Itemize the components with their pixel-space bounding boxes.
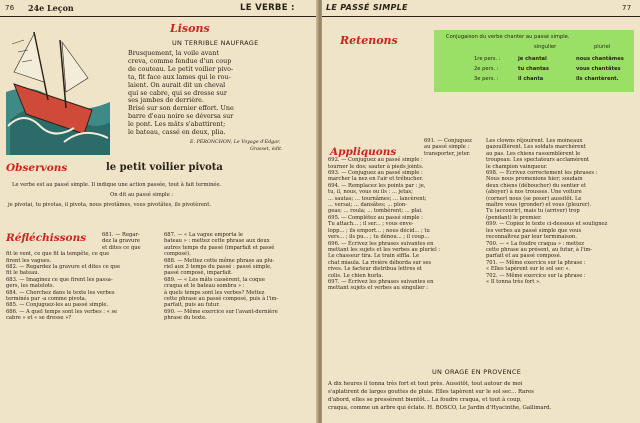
- story-line: Brisé sur son dernier effort. Une: [128, 104, 234, 113]
- story-source-publisher: Grasset, édit.: [250, 147, 283, 152]
- exercise-line: parfait, puis au futur.: [164, 302, 220, 309]
- exercise-line: 695. — Complétez au passé simple :: [328, 214, 423, 221]
- header-title-right: LE PASSÉ SIMPLE: [326, 3, 408, 12]
- lesson-label: 24e Leçon: [28, 3, 74, 13]
- exercise-line: 702. — Même exercice sur la phrase :: [486, 272, 586, 279]
- conj-person-1: 1re pers. :: [474, 56, 501, 62]
- exercise-line: le champion vainqueur.: [486, 163, 548, 170]
- exercise-line: mettant sujets et verbes au singulier :: [328, 285, 429, 292]
- story-line: de couteau. Le petit voilier pivo-: [128, 64, 234, 73]
- exercise-line: 699. — Copiez le texte ci-dessous et soulignez: [486, 221, 608, 228]
- exercise-line: 682. — Regardez la gravure et dites ce que: [6, 264, 121, 271]
- exercise-line: 701. — Même exercice sur la phrase :: [486, 259, 586, 266]
- story-line: creva, comme fendue d'un coup: [128, 56, 232, 65]
- observe-text-2: On dit au passé simple :: [110, 192, 174, 198]
- conj-plur-1: nous chantâmes: [576, 56, 624, 62]
- exercise-line: bateau » : mettez cette phrase aux deux: [164, 238, 270, 245]
- conj-plur-2: vous chantâtes: [576, 66, 621, 72]
- exercise-line: 692. — Conjuguez au passé simple :: [328, 157, 423, 164]
- left-page: [0, 0, 318, 423]
- prose-text: [328, 380, 634, 412]
- conj-person-3: 3e pers. :: [474, 76, 499, 82]
- exercise-line: 697. — Écrivez les phrases suivantes en: [328, 278, 434, 285]
- reflechissons-heading: Réfléchissons: [6, 232, 87, 244]
- exercise-line: tourner le dos; sauter à pieds joints.: [328, 163, 424, 170]
- exercise-line: 690. — Même exercice sur l'avant-dernière: [164, 308, 278, 315]
- conj-person-2: 2e pers. :: [474, 66, 499, 72]
- appliquons-heading: Appliquons: [330, 146, 397, 158]
- exercise-line: 700. — « La foudre craqua » : mettez: [486, 240, 585, 247]
- story-line: laient. On aurait dit un cheval: [128, 80, 226, 89]
- story-text: [128, 50, 314, 137]
- observons-heading: Observons: [6, 162, 68, 174]
- header-rule: [0, 16, 318, 17]
- exercise-line: maître vous (gronder) et vous (pleurer).: [486, 202, 592, 209]
- exercise-line: autres temps du passé (imparfait et passé: [164, 244, 275, 251]
- story-title: UN TERRIBLE NAUFRAGE: [172, 39, 259, 47]
- exercise-line: « Il tonna très fort ».: [486, 278, 541, 285]
- exercise-line: 696. — Écrivez les phrases suivantes en: [328, 240, 434, 247]
- exercise-line: composé).: [164, 251, 191, 258]
- exercise-line: 693. — Conjuguez au passé simple :: [328, 170, 423, 177]
- exercise-line: gazouillèrent. Les soldats marchèrent: [486, 144, 586, 151]
- exercise-line: gers, les matelots.: [6, 283, 55, 290]
- exercise-line: et dites ce que: [102, 244, 141, 251]
- exercise-line: reconnaîtrez par leur terminaison.: [486, 234, 577, 241]
- observe-title: le petit voilier pivota: [106, 162, 223, 173]
- exercise-line: colis. Le chien hurla.: [328, 272, 383, 279]
- prose-line: craqua, comme un arbre qui éclate. H. BOSCO, Le Jardin d'Hyacinthe, Gallimard.: [328, 405, 552, 411]
- exercise-line: chat miaula. La rivière déborda sur ses: [328, 259, 432, 266]
- story-line: Brusquement, la voile avant: [128, 49, 219, 57]
- exercise-line: (aboyer) à nos trousses. Une voiture: [486, 189, 582, 196]
- exercise-line: cabre » et « se dresse »?: [6, 315, 72, 322]
- exercise-line: mettant les sujets et les verbes au pluriel :: [328, 246, 441, 253]
- conj-sing-3: il chanta: [518, 76, 544, 82]
- exercise-line: 694. — Remplacez les points par : je,: [328, 182, 426, 189]
- exercise-line: terminés par -a comme pivota.: [6, 296, 87, 303]
- exercise-line: 687. — « La vague emporta le: [164, 232, 243, 238]
- story-source: E. PÉRONCHON, Le Voyage d'Edgar,: [190, 140, 281, 145]
- exercise-line: (pendant) le premier.: [486, 214, 542, 221]
- exercise-line: 688. — Mettez cette même phrase au plu-: [164, 257, 275, 264]
- exercise-line: phrase du texte.: [164, 315, 207, 322]
- exercise-line: ... versai; ... dansâtes; ... plon-: [328, 202, 407, 209]
- exercise-line: rives. Le facteur distribua lettres et: [328, 266, 422, 273]
- exercise-line: deux chiens (déboucher) du sentier et: [486, 182, 587, 189]
- exercises-col-a: [6, 232, 156, 322]
- prose-title: UN ORAGE EN PROVENCE: [432, 368, 522, 376]
- exercise-line: riel aux 3 temps du passé : passé simple,: [164, 264, 272, 271]
- exercises-col-2: [486, 138, 636, 285]
- pluriel-label: pluriel: [594, 44, 611, 50]
- exercise-line: troupeau. Les spectateurs acclamèrent: [486, 157, 590, 164]
- exercise-line: craqua et le bateau sombra » :: [164, 283, 245, 290]
- exercise-line: dez la gravure: [102, 238, 140, 245]
- conjugation-caption: Conjugaison du verbe chanter au passé simple.: [446, 34, 570, 40]
- exercise-line: 686. — A quel temps sont les verbes : « se: [6, 308, 118, 315]
- exercise-line: vers... ; ils pu... ; tu dénou... ; il coup...: [328, 234, 430, 241]
- exercise-line: Tu (accourir), mais tu (arriver) trop: [486, 208, 580, 215]
- retenons-heading: Retenons: [340, 34, 398, 47]
- exercise-line: les verbes au passé simple que vous: [486, 227, 582, 234]
- conj-sing-1: je chantai: [518, 56, 547, 62]
- page-number-right: 77: [622, 4, 632, 12]
- exercise-line: (corner) nous (se poser) aussitôt. Le: [486, 195, 582, 202]
- story-line: barre d'eau noire se déversa sur: [128, 112, 234, 121]
- exercise-line: geas; ... roula; ... tombèrent; ... plai.: [328, 208, 423, 215]
- conj-sing-2: tu chantas: [518, 66, 550, 72]
- conj-plur-3: ils chantèrent.: [576, 76, 619, 82]
- exercise-line: parfait et au passé composé.: [486, 253, 562, 260]
- exercise-line: 684. — Cherchez dans le texte les verbes: [6, 289, 115, 296]
- story-line: le pont. Les mâts s'abattirent;: [128, 120, 226, 129]
- exercise-line: « Elles tapèrent sur le sol sec ».: [486, 266, 571, 273]
- exercise-line: cette phrase au passé composé, puis à l'im-: [164, 296, 279, 303]
- story-line: ses jambes de derrière.: [128, 96, 204, 105]
- page-number-left: 76: [5, 4, 15, 12]
- exercise-line: ... sautas; ... tournâmes; ... lancèrent;: [328, 195, 427, 202]
- exercise-line: tu, il, nous, vous ou ils : ... jetas;: [328, 189, 413, 196]
- exercise-line: cette phrase au présent, au futur, à l'im-: [486, 246, 593, 253]
- story-line: qui se cabre, qui se dresse sur: [128, 88, 227, 97]
- exercise-line: Tu attach... ; il ser... ; vous enve-: [328, 221, 414, 228]
- exercise-line: au passé simple :: [424, 144, 470, 151]
- header-rule: [322, 16, 640, 17]
- observe-text-1: Le verbe est au passé simple. Il indique une action passée, tout à fait terminée.: [12, 182, 222, 188]
- exercise-line: 685. — Conjuguez-les au passé simple.: [6, 302, 109, 309]
- exercise-line: firent les vagues.: [6, 257, 52, 264]
- exercise-line: 691. — Conjuguez: [424, 138, 472, 144]
- exercise-line: à quels temps sont les verbes? Mettez: [164, 289, 265, 296]
- shipwreck-illustration: [4, 22, 112, 155]
- singulier-label: singulier: [534, 44, 557, 50]
- exercises-col-1: [328, 138, 478, 292]
- exercises-col-b: [164, 232, 314, 322]
- exercise-line: 683. — Imaginez ce que firent les passa-: [6, 276, 113, 283]
- exercise-line: marcher la nez en l'air et trébucher.: [328, 176, 424, 183]
- exercise-line: Le chasseur tira. Le train siffla. Le: [328, 253, 420, 260]
- exercise-line: Nous nous promenions hier; soudain: [486, 176, 583, 183]
- prose-line: A dix heures il tonna très fort et tout près. Aussitôt, tout autour de moi: [328, 381, 523, 387]
- exercise-line: 689. — « Les mâts cassèrent, la coque: [164, 276, 265, 283]
- exercise-line: lopp... ; ils emport... ; nous décid... ; tu: [328, 227, 430, 234]
- exercise-line: fit le vent, ce que fit la tempête, ce que: [6, 251, 110, 258]
- right-page: [322, 0, 640, 423]
- exercise-line: 681. — Regar-: [102, 232, 140, 238]
- observe-text-3: je pivotai, tu pivotas, il pivota, nous pivotâmes, vous pivotâtes, ils pivotèrent.: [8, 202, 211, 208]
- exercise-line: fit le bateau.: [6, 270, 40, 277]
- exercise-line: Les clowns réjouirent. Les moineaux: [486, 138, 583, 144]
- lisons-heading: Lisons: [170, 22, 210, 35]
- story-line: ta, fit face aux lames qui le rou-: [128, 72, 231, 81]
- prose-line: d'abord, elles se pressèrent bientôt... La foudre craqua, et tout à coup,: [328, 397, 522, 403]
- exercise-line: transporter, jeter.: [424, 150, 471, 157]
- header-title-left: LE VERBE :: [240, 3, 295, 13]
- story-line: le bateau, cassé en deux, plia.: [128, 128, 226, 137]
- exercise-line: 698. — Écrivez correctement les phrases :: [486, 170, 598, 177]
- exercise-line: au pas. Les chiens rassemblèrent le: [486, 150, 581, 157]
- prose-line: s'aplatirent de larges gouttes de pluie. Elles tapèrent sur le sol sec... Rares: [328, 389, 534, 395]
- exercise-line: passé composé, imparfait.: [164, 270, 233, 277]
